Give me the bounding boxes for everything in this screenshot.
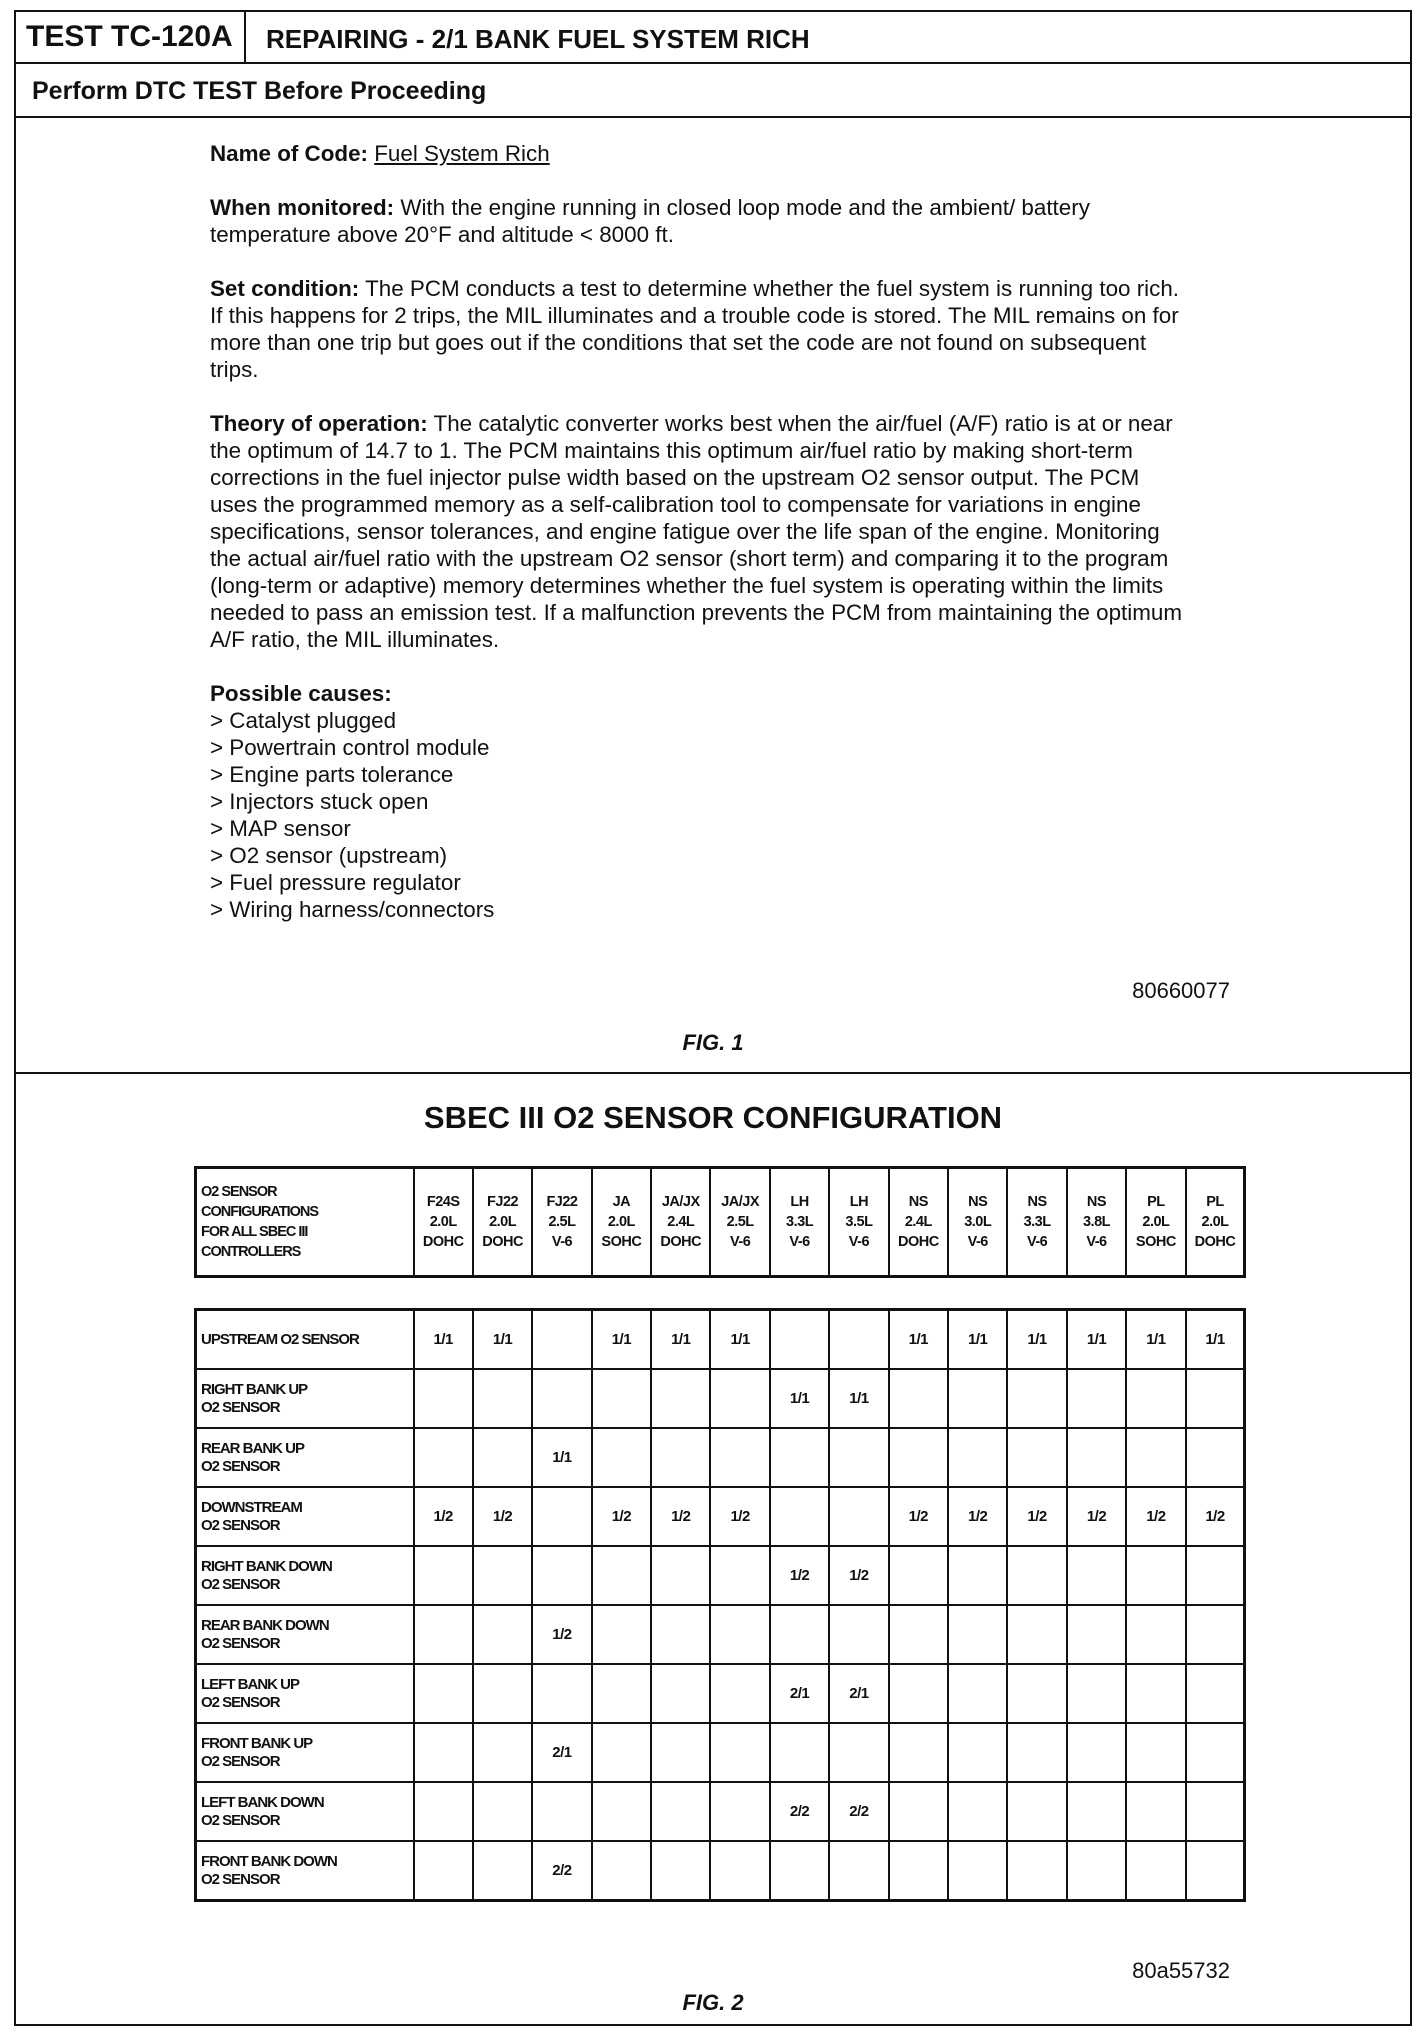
config-cell: 1/1 [592, 1310, 651, 1370]
controller-spec: DOHC [1194, 1234, 1236, 1250]
row-label [196, 1605, 414, 1664]
config-cell [532, 1664, 591, 1723]
config-cell [948, 1782, 1007, 1841]
test-id: TEST TC-120A [16, 12, 246, 62]
controller-spec: FJ22 [487, 1194, 519, 1210]
config-cell: 2/2 [829, 1782, 888, 1841]
header-label-cell [196, 1168, 414, 1277]
config-cell [651, 1782, 710, 1841]
config-cell: 2/1 [829, 1664, 888, 1723]
config-cell [1007, 1605, 1066, 1664]
causes-list [210, 707, 1190, 923]
controller-spec: 3.5L [845, 1214, 873, 1230]
config-cell [1007, 1723, 1066, 1782]
config-cell: 1/2 [1067, 1487, 1126, 1546]
config-cell [1067, 1428, 1126, 1487]
controller-column-header [1126, 1168, 1185, 1277]
config-cell: 1/1 [889, 1310, 948, 1370]
row-label-line: O2 SENSOR [201, 1752, 280, 1770]
config-cell [829, 1723, 888, 1782]
config-cell: 1/1 [1067, 1310, 1126, 1370]
config-cell [592, 1605, 651, 1664]
config-cell [1126, 1841, 1185, 1901]
config-cell [770, 1605, 829, 1664]
config-cell [1007, 1841, 1066, 1901]
config-cell [651, 1723, 710, 1782]
controller-spec: DOHC [660, 1234, 702, 1250]
config-cell [710, 1664, 769, 1723]
config-cell: 1/1 [414, 1310, 473, 1370]
config-cell [710, 1723, 769, 1782]
config-cell [473, 1841, 532, 1901]
config-cell [770, 1841, 829, 1901]
config-cell [1126, 1605, 1185, 1664]
row-label-line: O2 SENSOR [201, 1516, 280, 1534]
subheader-bar [16, 64, 1410, 118]
config-cell: 2/2 [532, 1841, 591, 1901]
config-cell [1007, 1546, 1066, 1605]
controller-spec: DOHC [897, 1234, 939, 1250]
config-cell: 1/2 [889, 1487, 948, 1546]
config-cell [1186, 1664, 1245, 1723]
table-row [196, 1369, 1245, 1428]
set-condition [210, 275, 1190, 383]
config-cell [651, 1664, 710, 1723]
controller-column-header [1007, 1168, 1066, 1277]
fig2-caption: FIG. 2 [682, 1990, 744, 2015]
config-cell [889, 1605, 948, 1664]
controller-spec: NS [1086, 1194, 1107, 1210]
controller-column-header [1067, 1168, 1126, 1277]
config-cell [1007, 1369, 1066, 1428]
config-cell [948, 1605, 1007, 1664]
config-cell [829, 1487, 888, 1546]
config-cell [710, 1841, 769, 1901]
config-cell: 1/2 [948, 1487, 1007, 1546]
row-label [196, 1782, 414, 1841]
config-cell [592, 1723, 651, 1782]
fig1-caption: FIG. 1 [682, 1030, 744, 1055]
config-cell: 1/2 [592, 1487, 651, 1546]
config-cell [1186, 1428, 1245, 1487]
config-cell [651, 1428, 710, 1487]
controller-spec: 3.3L [1023, 1214, 1051, 1230]
config-cell [1067, 1782, 1126, 1841]
config-cell [829, 1841, 888, 1901]
config-cell [532, 1487, 591, 1546]
controller-spec: JA/JX [661, 1194, 700, 1210]
controller-spec: LH [790, 1194, 809, 1210]
set-condition-label: Set condition: [210, 276, 360, 301]
controller-spec: NS [1027, 1194, 1047, 1210]
config-data-table [194, 1308, 1246, 1902]
config-cell [1007, 1782, 1066, 1841]
config-cell [651, 1841, 710, 1901]
config-cell [1126, 1723, 1185, 1782]
config-cell [948, 1546, 1007, 1605]
config-cell [1067, 1841, 1126, 1901]
config-cell [592, 1428, 651, 1487]
controller-column-header [770, 1168, 829, 1277]
controller-spec: 2.0L [429, 1214, 457, 1230]
row-label-line: O2 SENSOR [201, 1811, 280, 1829]
config-cell [770, 1487, 829, 1546]
row-label-line: O2 SENSOR [201, 1634, 280, 1652]
config-cell: 1/2 [710, 1487, 769, 1546]
table-row [196, 1782, 1245, 1841]
controller-spec: V-6 [848, 1234, 870, 1250]
config-cell [1067, 1369, 1126, 1428]
row-label-line: RIGHT BANK UP [201, 1380, 308, 1398]
config-cell [414, 1782, 473, 1841]
row-label-line: DOWNSTREAM [201, 1498, 302, 1516]
fig2-title: SBEC III O2 SENSOR CONFIGURATION [423, 1100, 1003, 1135]
config-cell [414, 1546, 473, 1605]
row-label-line: RIGHT BANK DOWN [201, 1557, 332, 1575]
row-label-line: O2 SENSOR [201, 1693, 280, 1711]
header-label-line: CONFIGURATIONS [201, 1204, 319, 1220]
config-cell [770, 1723, 829, 1782]
possible-causes-label: Possible causes: [210, 681, 392, 706]
config-cell: 1/1 [1186, 1310, 1245, 1370]
config-cell: 1/2 [1007, 1487, 1066, 1546]
config-cell: 1/1 [1007, 1310, 1066, 1370]
config-cell [829, 1428, 888, 1487]
controller-spec: V-6 [1086, 1234, 1107, 1250]
config-cell: 2/1 [770, 1664, 829, 1723]
config-cell [414, 1428, 473, 1487]
controller-spec: JA/JX [721, 1194, 760, 1210]
controller-spec: DOHC [482, 1234, 523, 1250]
row-label-line: REAR BANK DOWN [201, 1616, 329, 1634]
config-cell: 1/2 [1186, 1487, 1245, 1546]
config-cell [770, 1310, 829, 1370]
fig1-code: 80660077 [1132, 978, 1230, 1003]
controller-spec: SOHC [601, 1234, 642, 1250]
controller-spec: 2.0L [1201, 1214, 1229, 1230]
config-cell: 1/2 [414, 1487, 473, 1546]
config-cell: 1/1 [1126, 1310, 1185, 1370]
row-label-line: O2 SENSOR [201, 1575, 280, 1593]
row-label-line: LEFT BANK UP [201, 1675, 299, 1693]
config-cell: 1/1 [948, 1310, 1007, 1370]
controller-spec: 2.4L [667, 1214, 695, 1230]
row-label-line: REAR BANK UP [201, 1439, 305, 1457]
config-cell [651, 1369, 710, 1428]
controller-column-header [948, 1168, 1007, 1277]
controller-spec: FJ22 [546, 1194, 578, 1210]
table-row [196, 1310, 1245, 1370]
when-monitored [210, 194, 1190, 248]
cause-item: > Powertrain control module [210, 735, 490, 760]
row-label [196, 1546, 414, 1605]
name-of-code-value: Fuel System Rich [374, 141, 550, 166]
row-label [196, 1664, 414, 1723]
table-row [196, 1664, 1245, 1723]
config-cell [829, 1310, 888, 1370]
theory-label: Theory of operation: [210, 411, 428, 436]
config-cell [414, 1369, 473, 1428]
controller-spec: 2.4L [904, 1214, 932, 1230]
config-cell [1126, 1782, 1185, 1841]
config-cell [948, 1841, 1007, 1901]
document-page [14, 10, 1412, 2026]
config-cell [710, 1369, 769, 1428]
controller-spec: JA [612, 1194, 631, 1210]
controller-spec: V-6 [551, 1234, 573, 1250]
config-cell [829, 1605, 888, 1664]
header-label-line: FOR ALL SBEC III [201, 1224, 308, 1240]
config-cell [1007, 1664, 1066, 1723]
config-cell [592, 1369, 651, 1428]
header-row [196, 1168, 1245, 1277]
controller-column-header [1186, 1168, 1245, 1277]
config-cell [1126, 1428, 1185, 1487]
controller-column-header [592, 1168, 651, 1277]
controller-spec: NS [908, 1194, 928, 1210]
when-monitored-text: With the engine running in closed loop mode and the ambient/ battery temperature above 20°F and altitude < 8000 ft. [210, 195, 1090, 247]
cause-item: > O2 sensor (upstream) [210, 843, 448, 868]
cause-item: > Catalyst plugged [210, 708, 397, 733]
controller-spec: V-6 [967, 1234, 988, 1250]
controller-column-header [414, 1168, 473, 1277]
controller-spec: NS [968, 1194, 988, 1210]
section-divider [16, 1072, 1410, 1074]
controller-column-header [473, 1168, 532, 1277]
row-label [196, 1723, 414, 1782]
header-bar [16, 12, 1410, 64]
config-cell [473, 1546, 532, 1605]
header-label-line: O2 SENSOR [201, 1184, 277, 1200]
config-cell [532, 1310, 591, 1370]
config-cell [710, 1605, 769, 1664]
controller-column-header [651, 1168, 710, 1277]
controller-spec: V-6 [1026, 1234, 1048, 1250]
row-label-line: LEFT BANK DOWN [201, 1793, 324, 1811]
row-label-line: O2 SENSOR [201, 1457, 280, 1475]
controller-spec: PL [1206, 1194, 1224, 1210]
header-label-line: CONTROLLERS [201, 1244, 301, 1260]
cause-item: > Wiring harness/connectors [210, 897, 495, 922]
config-cell [473, 1664, 532, 1723]
row-label [196, 1841, 414, 1901]
config-cell [592, 1782, 651, 1841]
controller-spec: 2.5L [548, 1214, 576, 1230]
possible-causes [210, 680, 1190, 923]
config-cell [1186, 1782, 1245, 1841]
config-cell: 2/1 [532, 1723, 591, 1782]
config-cell [414, 1664, 473, 1723]
config-cell [1067, 1605, 1126, 1664]
cause-item: > Injectors stuck open [210, 789, 429, 814]
config-cell: 1/1 [473, 1310, 532, 1370]
controller-spec: F24S [426, 1194, 460, 1210]
theory-text: The catalytic converter works best when the air/fuel (A/F) ratio is at or near the optimum of 14.7 to 1. The PCM maintains this optimum air/fuel ratio by making short-term corrections in the fuel injector pulse width based on the upstream O2 sensor output. The PCM uses the programmed memory as a self-calibration tool to compensate for variations in engine specifications, sensor tolerances, and engine fatigue over the life span of the engine. Monitoring the actual air/fuel ratio with the upstream O2 sensor (short term) and comparing it to the program (long-term or adaptive) memory determines whether the fuel system is operating within the limits needed to pass an emission test. If a malfunction prevents the PCM from maintaining the optimum A/F ratio, the MIL illuminates. [210, 411, 1182, 652]
config-cell [473, 1723, 532, 1782]
table-row [196, 1487, 1245, 1546]
config-cell: 1/1 [829, 1369, 888, 1428]
config-cell: 1/2 [651, 1487, 710, 1546]
config-header-table [194, 1166, 1246, 1278]
config-cell [710, 1428, 769, 1487]
fig2-code: 80a55732 [1132, 1958, 1230, 1983]
config-cell [1126, 1664, 1185, 1723]
test-title: REPAIRING - 2/1 BANK FUEL SYSTEM RICH [266, 24, 810, 54]
config-cell [473, 1605, 532, 1664]
config-cell [592, 1841, 651, 1901]
config-cell: 1/2 [829, 1546, 888, 1605]
config-cell [889, 1841, 948, 1901]
theory-of-operation [210, 410, 1190, 653]
config-cell [592, 1664, 651, 1723]
controller-spec: 2.0L [1142, 1214, 1170, 1230]
controller-spec: LH [849, 1194, 869, 1210]
config-cell [473, 1428, 532, 1487]
controller-spec: 3.0L [964, 1214, 992, 1230]
row-label-line: FRONT BANK UP [201, 1734, 313, 1752]
row-label-line: O2 SENSOR [201, 1398, 280, 1416]
table-row [196, 1428, 1245, 1487]
controller-spec: 2.5L [726, 1214, 754, 1230]
cause-item: > Engine parts tolerance [210, 762, 454, 787]
controller-spec: V-6 [730, 1234, 751, 1250]
config-cell [651, 1546, 710, 1605]
controller-spec: 2.0L [607, 1214, 635, 1230]
config-cell [1186, 1546, 1245, 1605]
row-label [196, 1310, 414, 1370]
cause-item: > Fuel pressure regulator [210, 870, 461, 895]
config-cell [473, 1369, 532, 1428]
when-monitored-label: When monitored: [210, 195, 395, 220]
config-cell [889, 1546, 948, 1605]
row-label-line: O2 SENSOR [201, 1870, 280, 1888]
controller-spec: V-6 [789, 1234, 810, 1250]
row-label [196, 1369, 414, 1428]
config-cell [1126, 1546, 1185, 1605]
perform-note: Perform DTC TEST Before Proceeding [32, 77, 487, 105]
config-cell [948, 1369, 1007, 1428]
controller-column-header [710, 1168, 769, 1277]
config-cell [532, 1546, 591, 1605]
config-cell [1186, 1605, 1245, 1664]
row-label [196, 1428, 414, 1487]
config-cell [1067, 1546, 1126, 1605]
config-cell [948, 1428, 1007, 1487]
controller-spec: PL [1147, 1194, 1165, 1210]
table-row [196, 1841, 1245, 1901]
config-cell [889, 1723, 948, 1782]
table-row [196, 1546, 1245, 1605]
config-cell [889, 1369, 948, 1428]
config-cell [532, 1782, 591, 1841]
config-cell [948, 1664, 1007, 1723]
table-row [196, 1605, 1245, 1664]
config-cell [414, 1723, 473, 1782]
config-cell [1067, 1664, 1126, 1723]
config-cell: 1/2 [532, 1605, 591, 1664]
config-cell [1186, 1723, 1245, 1782]
config-cell [1007, 1428, 1066, 1487]
row-label-line: UPSTREAM O2 SENSOR [201, 1330, 359, 1348]
controller-spec: 2.0L [489, 1214, 517, 1230]
config-cell: 1/1 [710, 1310, 769, 1370]
config-cell [710, 1546, 769, 1605]
controller-column-header [829, 1168, 888, 1277]
config-cell [889, 1428, 948, 1487]
config-cell [532, 1369, 591, 1428]
config-cell [414, 1605, 473, 1664]
config-cell [592, 1546, 651, 1605]
config-cell: 1/1 [651, 1310, 710, 1370]
config-cell [1126, 1369, 1185, 1428]
config-cell [1067, 1723, 1126, 1782]
config-cell: 1/2 [473, 1487, 532, 1546]
controller-column-header [532, 1168, 591, 1277]
fig1-text-block [210, 140, 1190, 923]
config-cell: 2/2 [770, 1782, 829, 1841]
config-cell [414, 1841, 473, 1901]
config-cell [948, 1723, 1007, 1782]
config-cell [473, 1782, 532, 1841]
config-cell: 1/1 [770, 1369, 829, 1428]
config-cell: 1/2 [770, 1546, 829, 1605]
config-cell: 1/2 [1126, 1487, 1185, 1546]
config-cell [889, 1782, 948, 1841]
controller-column-header [889, 1168, 948, 1277]
config-cell [651, 1605, 710, 1664]
config-cell [889, 1664, 948, 1723]
row-label-line: FRONT BANK DOWN [201, 1852, 337, 1870]
set-condition-text: The PCM conducts a test to determine whether the fuel system is running too rich. If this happens for 2 trips, the MIL illuminates and a trouble code is stored. The MIL remains on for more than one trip but goes out if the conditions that set the code are not found on subsequent trips. [210, 276, 1180, 382]
table-row [196, 1723, 1245, 1782]
controller-spec: 3.3L [786, 1214, 814, 1230]
config-cell [770, 1428, 829, 1487]
name-of-code [210, 140, 1190, 167]
controller-spec: SOHC [1135, 1234, 1176, 1250]
controller-spec: DOHC [422, 1234, 464, 1250]
cause-item: > MAP sensor [210, 816, 351, 841]
row-label [196, 1487, 414, 1546]
config-cell [1186, 1841, 1245, 1901]
config-cell [710, 1782, 769, 1841]
name-of-code-label: Name of Code: [210, 141, 368, 166]
config-cell [1186, 1369, 1245, 1428]
config-cell: 1/1 [532, 1428, 591, 1487]
controller-spec: 3.8L [1082, 1214, 1110, 1230]
